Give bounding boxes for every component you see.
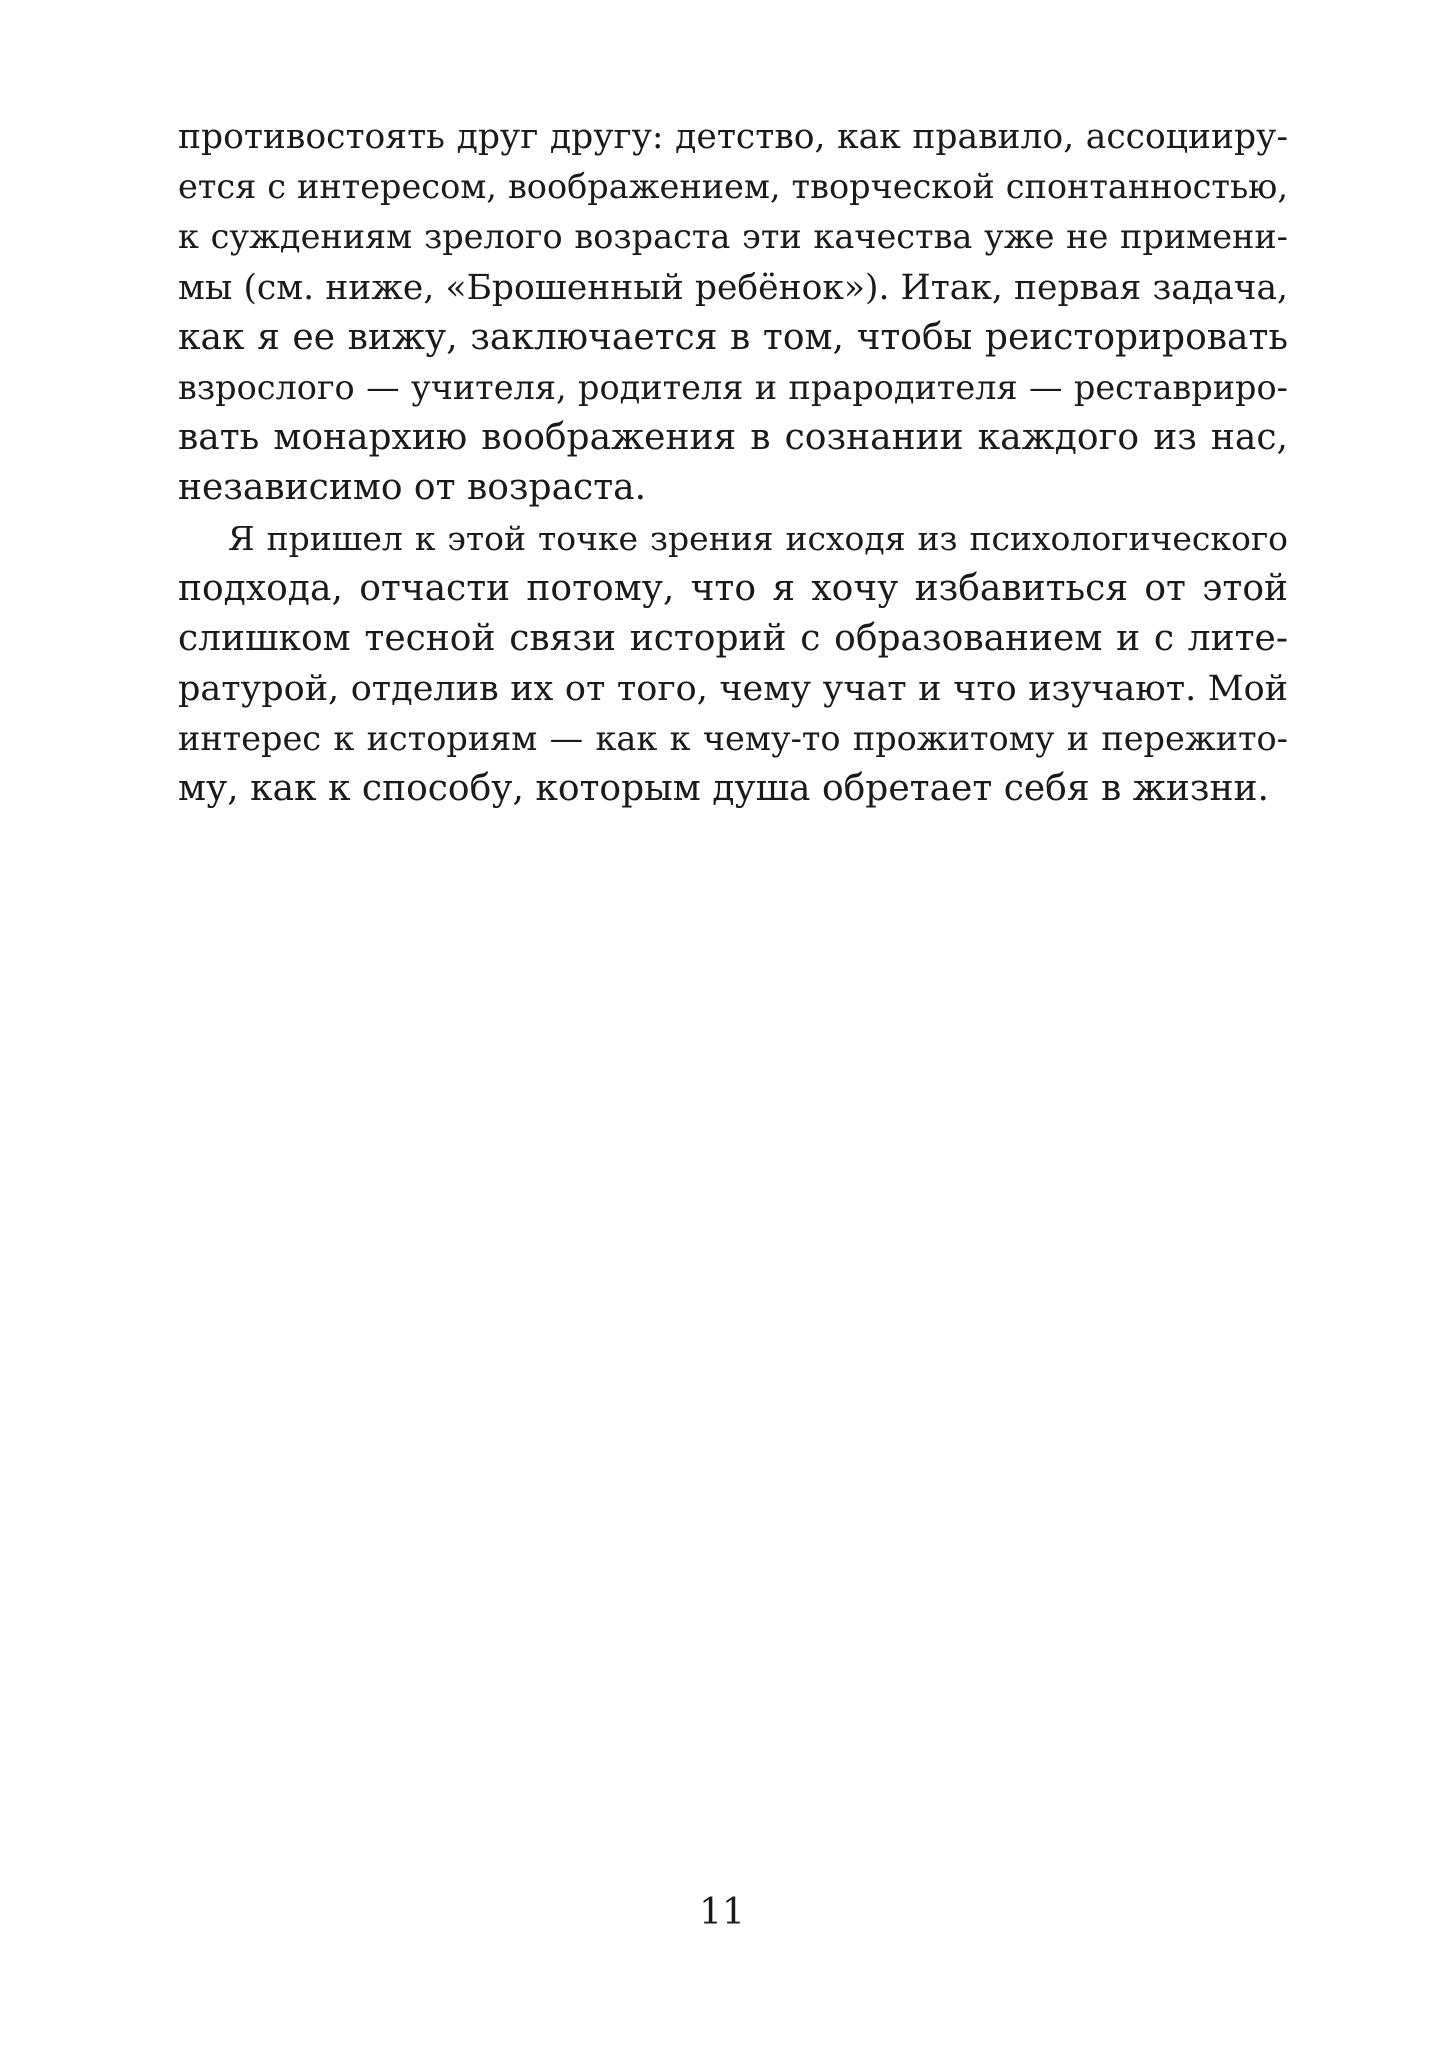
text-line: ется с интересом, воображением, творческой спонтанностью,	[178, 167, 1288, 207]
text-line: к суждениям зрелого возраста эти качества уже не примени-	[178, 217, 1288, 257]
text-line: интерес к историям — как к чему-то прожитому и пережито-	[178, 719, 1288, 759]
text-line: противостоять друг другу: детство, как правило, ассоцииру-	[178, 117, 1288, 157]
body-text	[178, 112, 1288, 815]
text-line: му, как к способу, которым душа обретает себя в жизни.	[178, 768, 1269, 810]
page-number: 11	[699, 1892, 745, 1933]
text-line: независимо от возраста.	[178, 467, 647, 509]
text-line: ратурой, отделив их от того, чему учат и что изучают. Мой	[178, 669, 1288, 710]
text-line: подхода, отчасти потому, что я хочу избавиться от этой	[178, 567, 1288, 609]
text-line: Я пришел к этой точке зрения исходя из психологического	[228, 518, 1288, 558]
text-line: как я ее вижу, заключается в том, чтобы реисторировать	[178, 316, 1288, 358]
text-line: вать монархию воображения в сознании каждого из нас,	[178, 417, 1288, 459]
text-line: мы (см. ниже, «Брошенный ребёнок»). Итак, первая задача,	[178, 267, 1288, 308]
text-line: слишком тесной связи историй с образованием и с лите-	[178, 617, 1288, 659]
paragraph-1	[178, 112, 1288, 514]
paragraph-2	[178, 514, 1288, 815]
text-line: взрослого — учителя, родителя и прародителя — реставриро-	[178, 367, 1288, 407]
